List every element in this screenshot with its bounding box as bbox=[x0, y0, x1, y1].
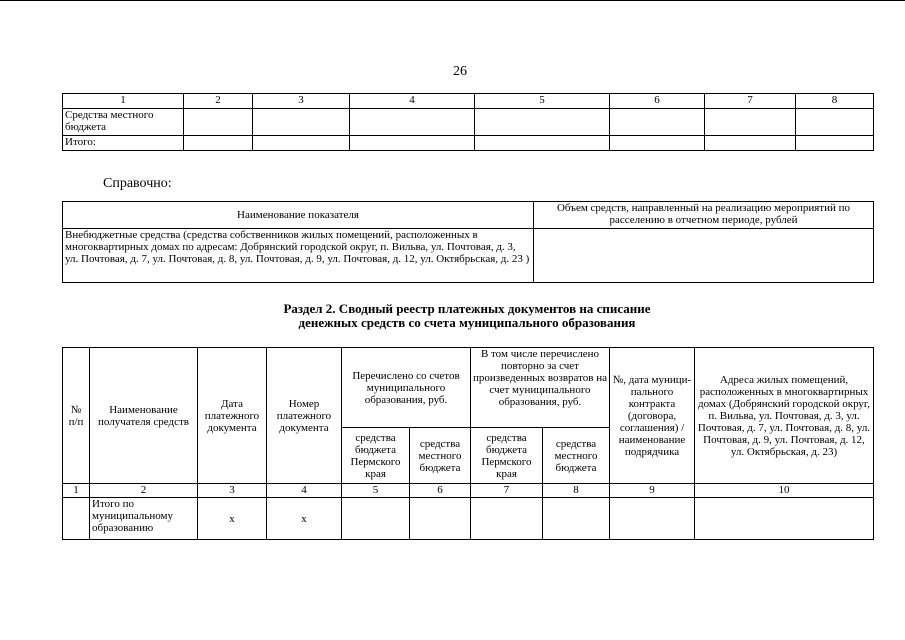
col-num-10: 10 bbox=[695, 484, 874, 498]
column-number-row bbox=[63, 484, 874, 498]
col-header-5: 5 bbox=[475, 94, 610, 109]
table-cell bbox=[610, 109, 705, 136]
col-header-4: 4 bbox=[350, 94, 475, 109]
col-header-7: 7 bbox=[705, 94, 796, 109]
header-transferred-perm: средства бюджета Пермского края bbox=[342, 428, 410, 484]
table-cell bbox=[796, 136, 874, 151]
section2-title bbox=[62, 302, 872, 330]
header-contract: №, дата муници-пального контракта (договора, соглашения) / наименование подрядчика bbox=[610, 348, 695, 484]
col-num-5: 5 bbox=[342, 484, 410, 498]
ref-row-value bbox=[534, 229, 874, 283]
table-cell bbox=[705, 109, 796, 136]
table-cell bbox=[253, 109, 350, 136]
col-header-8: 8 bbox=[796, 94, 874, 109]
row-label: Итого: bbox=[63, 136, 184, 151]
reference-table bbox=[62, 201, 874, 283]
ref-row-text: Внебюджетные средства (средства собственников жилых помещений, расположенных в многоквартирных домах по адресам: Добрянский городской округ, п. Вильва, ул. Почтовая, д. 3, ул. Почтовая, д. 7, ул. Почтовая, д. 8, ул. Почтовая, д. 9, ул. Почтовая, д. 12, ул. Октябрьская, д. 23 ) bbox=[63, 229, 534, 283]
table-cell bbox=[475, 109, 610, 136]
col-header-6: 6 bbox=[610, 94, 705, 109]
table-cell bbox=[350, 136, 475, 151]
col-header-2: 2 bbox=[184, 94, 253, 109]
table-cell bbox=[543, 498, 610, 540]
col-header-3: 3 bbox=[253, 94, 350, 109]
ref-col2-header: Объем средств, направленный на реализацию мероприятий по расселению в отчетном периоде, рублей bbox=[534, 202, 874, 229]
table-cell bbox=[350, 109, 475, 136]
table-cell bbox=[184, 109, 253, 136]
top-border-line bbox=[0, 0, 905, 1]
col-num-1: 1 bbox=[63, 484, 90, 498]
budget-summary-table bbox=[62, 93, 874, 151]
section2-title-line2: денежных средств со счета муниципального образования bbox=[298, 315, 636, 330]
header-doc-number: Номер платежного документа bbox=[267, 348, 342, 484]
table-cell bbox=[610, 136, 705, 151]
table-cell bbox=[410, 498, 471, 540]
table-cell bbox=[253, 136, 350, 151]
col-num-7: 7 bbox=[471, 484, 543, 498]
header-transferred: Перечислено со счетов муниципального образования, руб. bbox=[342, 348, 471, 428]
header-returned-local: средства местного бюджета bbox=[543, 428, 610, 484]
header-addresses: Адреса жилых помещений, расположенных в многоквартирных домах (Добрянский городской округ, п. Вильва, ул. Почтовая, д. 3, ул. Почтовая, д. 7, ул. Почтовая, д. 8, ул. Почтовая, д. 9, ул. Почтовая, д. 12, ул. Октябрьская, д. 23) bbox=[695, 348, 874, 484]
col-num-6: 6 bbox=[410, 484, 471, 498]
table-cell bbox=[184, 136, 253, 151]
section2-title-line1: Раздел 2. Сводный реестр платежных документов на списание bbox=[283, 301, 651, 316]
col-num-3: 3 bbox=[198, 484, 267, 498]
table-cell bbox=[475, 136, 610, 151]
table-cell bbox=[610, 498, 695, 540]
table-row bbox=[63, 136, 874, 151]
header-transferred-local: средства местного бюджета bbox=[410, 428, 471, 484]
total-date: x bbox=[198, 498, 267, 540]
table-cell bbox=[63, 498, 90, 540]
table-row bbox=[63, 229, 874, 283]
row-label: Средства местного бюджета bbox=[63, 109, 184, 136]
total-row bbox=[63, 498, 874, 540]
table-cell bbox=[342, 498, 410, 540]
header-returned-perm: средства бюджета Пермского края bbox=[471, 428, 543, 484]
col-num-8: 8 bbox=[543, 484, 610, 498]
header-doc-date: Дата платежного документа bbox=[198, 348, 267, 484]
ref-col1-header: Наименование показателя bbox=[63, 202, 534, 229]
table-cell bbox=[705, 136, 796, 151]
payment-registry-table bbox=[62, 347, 874, 540]
total-number: x bbox=[267, 498, 342, 540]
total-label: Итого по муниципальному образованию bbox=[90, 498, 198, 540]
col-num-9: 9 bbox=[610, 484, 695, 498]
table-cell bbox=[471, 498, 543, 540]
page-number: 26 bbox=[453, 64, 467, 79]
header-num: № п/п bbox=[63, 348, 90, 484]
col-num-4: 4 bbox=[267, 484, 342, 498]
reference-title: Справочно: bbox=[103, 176, 172, 191]
table-row bbox=[63, 109, 874, 136]
header-recipient: Наименование получателя средств bbox=[90, 348, 198, 484]
table-cell bbox=[796, 109, 874, 136]
col-num-2: 2 bbox=[90, 484, 198, 498]
table-cell bbox=[695, 498, 874, 540]
col-header-1: 1 bbox=[63, 94, 184, 109]
header-returned: В том числе перечислено повторно за счет произведенных возвратов на счет муниципального образования, руб. bbox=[471, 348, 610, 428]
